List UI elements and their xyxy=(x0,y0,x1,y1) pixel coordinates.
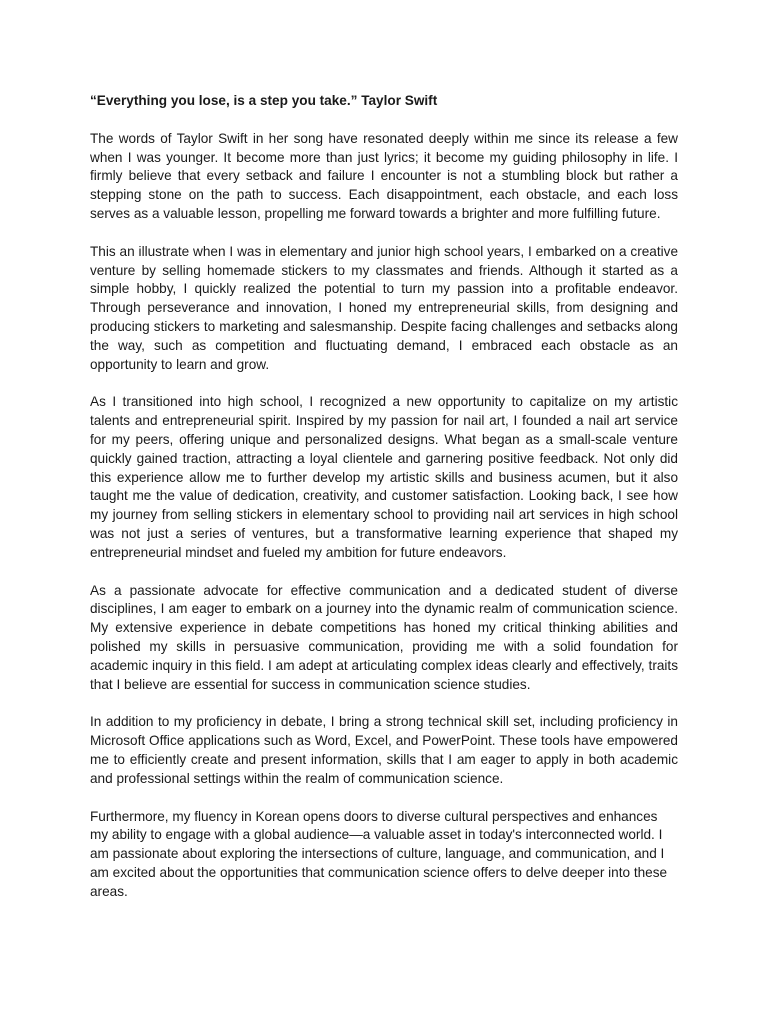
paragraph-intro: The words of Taylor Swift in her song have resonated deeply within me since its release a few when I was younger. It become more than just lyrics; it become my guiding philosophy in life. I firmly believe that every setback and failure I encounter is not a stumbling block but rather a stepping stone on the path to success. Each disappointment, each obstacle, and each loss serves as a valuable lesson, propelling me forward towards a brighter and more fulfilling future. xyxy=(90,130,678,221)
paragraph-stickers: This an illustrate when I was in elementary and junior high school years, I embarked on a creative venture by selling homemade stickers to my classmates and friends. Although it started as a simple hobby, I quickly realized the potential to turn my passion into a profitable endeavor. Through perseverance and innovation, I honed my entrepreneurial skills, from designing and producing stickers to marketing and salesmanship. Despite facing challenges and setbacks along the way, such as competition and fluctuating demand, I embraced each obstacle as an opportunity to learn and grow. xyxy=(90,243,678,372)
paragraph-korean-fluency: Furthermore, my fluency in Korean opens doors to diverse cultural perspectives and enhances my ability to engage with a global audience—a valuable asset in today's interconnected world. I am passionate about exploring the intersections of culture, language, and communication, and I am excited about the opportunities that communication science offers to delve deeper into these areas. xyxy=(90,808,668,899)
document-title: “Everything you lose, is a step you take.” Taylor Swift xyxy=(90,93,438,108)
paragraph-communication: As a passionate advocate for effective communication and a dedicated student of diverse disciplines, I am eager to embark on a journey into the dynamic realm of communication science. My extensive experience in debate competitions has honed my critical thinking abilities and polished my skills in persuasive communication, providing me with a solid foundation for academic inquiry in this field. I am adept at articulating complex ideas clearly and effectively, traits that I believe are essential for success in communication science studies. xyxy=(90,582,678,692)
paragraph-nail-art: As I transitioned into high school, I recognized a new opportunity to capitalize on my artistic talents and entrepreneurial spirit. Inspired by my passion for nail art, I founded a nail art service for my peers, offering unique and personalized designs. What began as a small-scale venture quickly gained traction, attracting a loyal clientele and garnering positive feedback. Not only did this experience allow me to further develop my artistic skills and business acumen, but it also taught me the value of dedication, creativity, and customer satisfaction. Looking back, I see how my journey from selling stickers in elementary school to providing nail art services in high school was not just a series of ventures, but a transformative learning experience that shaped my entrepreneurial mindset and fueled my ambition for future endeavors. xyxy=(90,394,678,560)
document-body xyxy=(90,92,678,901)
paragraph-technical-skills: In addition to my proficiency in debate, I bring a strong technical skill set, including proficiency in Microsoft Office applications such as Word, Excel, and PowerPoint. These tools have empowered me to efficiently create and present information, skills that I am eager to apply in both academic and professional settings within the realm of communication science. xyxy=(90,714,678,786)
